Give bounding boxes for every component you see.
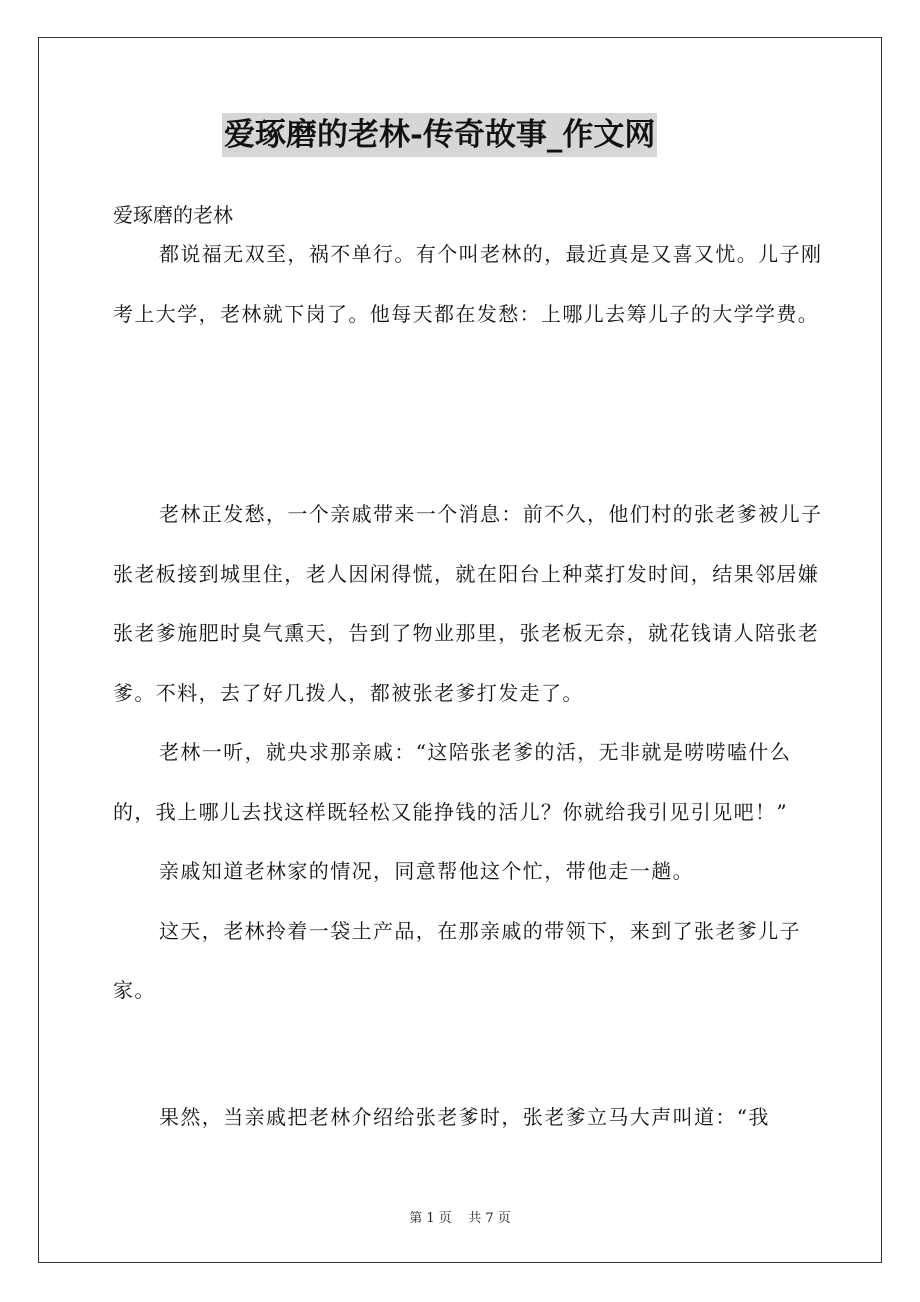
paragraph: 亲戚知道老林家的情况，同意帮他这个忙，带他走一趟。 — [159, 859, 694, 883]
paragraph: 果然，当亲戚把老林介绍给张老爹时，张老爹立马大声叫道：“我 — [159, 1105, 770, 1129]
paragraph: 都说福无双至，祸不单行。有个叫老林的，最近真是又喜又忧。儿子刚考上大学，老林就下岗了。他每天都在发愁：上哪儿去筹儿子的大学学费。 — [113, 242, 823, 326]
document-title: 爱琢磨的老林-传奇故事_作文网 — [222, 113, 657, 157]
page-number-footer: 第 1 页 共 7 页 — [409, 1211, 511, 1226]
body-section-1 — [113, 225, 828, 344]
body-section-2 — [113, 485, 828, 1021]
paragraph: 这天，老林拎着一袋土产品，在那亲戚的带领下，来到了张老爹儿子家。 — [113, 918, 801, 1002]
body-section-3 — [113, 1088, 828, 1148]
document-subtitle: 爱琢磨的老林 — [113, 203, 233, 227]
paragraph: 老林一听，就央求那亲戚：“这陪张老爹的活，无非就是唠唠嗑什么的，我上哪儿去找这样既轻松又能挣钱的活儿？你就给我引见引见吧！” — [113, 740, 792, 824]
paragraph: 老林正发愁，一个亲戚带来一个消息：前不久，他们村的张老爹被儿子张老板接到城里住，老人因闲得慌，就在阳台上种菜打发时间，结果邻居嫌张老爹施肥时臭气熏天，告到了物业那里，张老板无奈，就花钱请人陪张老爹。不料，去了好几拨人，都被张老爹打发走了。 — [113, 502, 823, 705]
